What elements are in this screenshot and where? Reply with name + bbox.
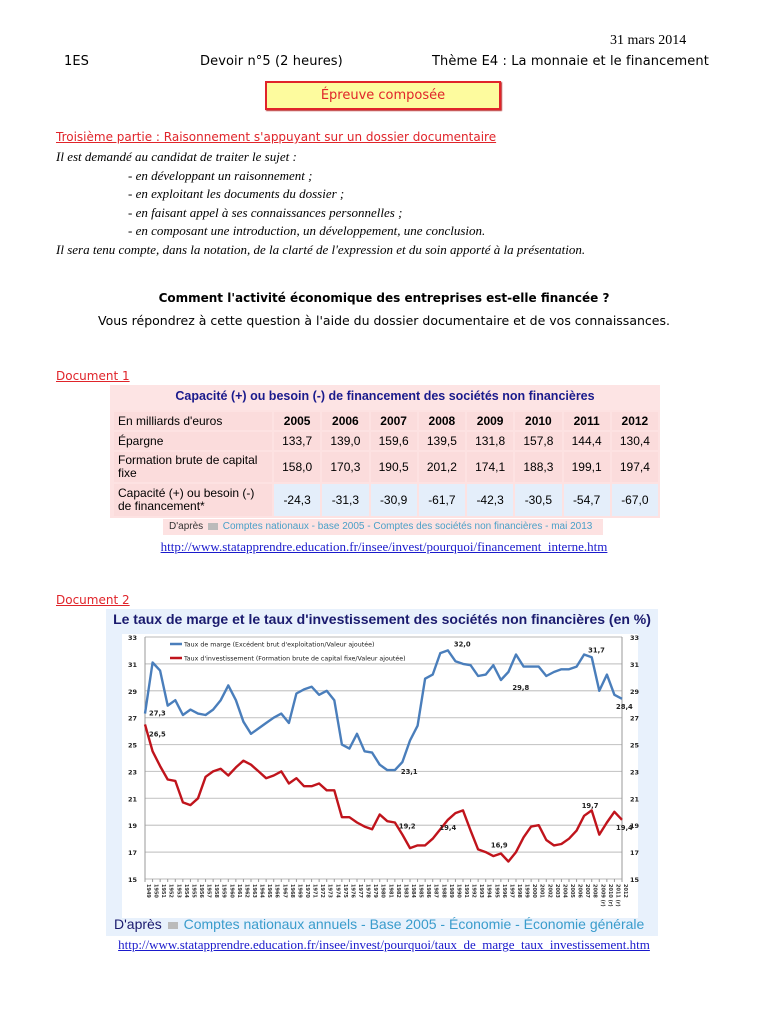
epreuve-box: Épreuve composée xyxy=(265,81,501,110)
table-cell: 201,2 xyxy=(419,452,465,482)
svg-text:19,4: 19,4 xyxy=(616,823,633,832)
svg-text:1989: 1989 xyxy=(447,884,454,898)
svg-text:27: 27 xyxy=(630,714,640,723)
svg-text:1976: 1976 xyxy=(349,884,356,898)
svg-text:32,0: 32,0 xyxy=(453,640,471,649)
svg-text:16,9: 16,9 xyxy=(490,841,508,850)
table-cell: 158,0 xyxy=(274,452,320,482)
instructions-block xyxy=(56,148,585,259)
instruction-item: - en faisant appel à ses connaissances personnelles ; xyxy=(128,204,403,220)
svg-text:29: 29 xyxy=(128,687,138,696)
table-cell: 139,5 xyxy=(419,432,465,450)
table-header-label: En milliards d'euros xyxy=(114,412,272,430)
instructions-intro: Il est demandé au candidat de traiter le sujet : xyxy=(56,149,297,164)
svg-text:1975: 1975 xyxy=(341,884,348,898)
svg-text:1994: 1994 xyxy=(485,884,492,898)
svg-text:2007: 2007 xyxy=(584,884,591,898)
svg-text:1978: 1978 xyxy=(364,884,371,898)
row-label: Capacité (+) ou besoin (-) de financement* xyxy=(114,484,272,516)
year-header: 2012 xyxy=(612,412,658,430)
svg-text:1992: 1992 xyxy=(470,884,477,898)
svg-text:1995: 1995 xyxy=(493,884,500,898)
svg-text:1955: 1955 xyxy=(190,884,197,898)
table-cell: -24,3 xyxy=(274,484,320,516)
svg-text:1961: 1961 xyxy=(235,884,242,898)
svg-text:2012: 2012 xyxy=(622,884,628,898)
class-label: 1ES xyxy=(64,54,90,69)
svg-text:1964: 1964 xyxy=(258,884,265,898)
svg-text:1988: 1988 xyxy=(440,884,447,898)
svg-text:1996: 1996 xyxy=(500,884,507,898)
svg-text:1974: 1974 xyxy=(334,884,341,898)
svg-text:1985: 1985 xyxy=(417,884,424,898)
svg-text:31: 31 xyxy=(630,660,640,669)
svg-text:Taux de marge (Excédent brut d: Taux de marge (Excédent brut d'exploitation/Valeur ajoutée) xyxy=(184,641,375,649)
table-cell: 190,5 xyxy=(371,452,417,482)
svg-text:2005: 2005 xyxy=(569,884,575,898)
svg-text:19: 19 xyxy=(630,822,640,831)
source-link[interactable]: Comptes nationaux annuels - Base 2005 - Économie - Économie générale xyxy=(183,916,645,932)
table-cell: 133,7 xyxy=(274,432,320,450)
table-cell: 188,3 xyxy=(515,452,561,482)
question-subtitle: Vous répondrez à cette question à l'aide du dossier documentaire et de vos connaissances. xyxy=(98,313,670,328)
svg-text:15: 15 xyxy=(630,876,640,884)
chart-legend xyxy=(170,641,406,663)
svg-text:1963: 1963 xyxy=(251,884,257,898)
year-header: 2009 xyxy=(467,412,513,430)
table-cell: 157,8 xyxy=(515,432,561,450)
svg-text:1971: 1971 xyxy=(311,884,318,898)
year-header: 2010 xyxy=(515,412,561,430)
row-label: Formation brute de capital fixe xyxy=(114,452,272,482)
svg-text:1977: 1977 xyxy=(357,884,363,898)
svg-text:1979: 1979 xyxy=(372,884,379,898)
svg-text:17: 17 xyxy=(630,849,640,858)
table-cell: -30,9 xyxy=(371,484,417,516)
svg-text:21: 21 xyxy=(630,795,640,804)
table-header-row xyxy=(114,412,658,430)
svg-text:2008: 2008 xyxy=(591,884,598,898)
table-cell: -30,5 xyxy=(515,484,561,516)
table-cell: 174,1 xyxy=(467,452,513,482)
svg-text:1966: 1966 xyxy=(273,884,280,898)
svg-text:17: 17 xyxy=(128,849,138,858)
table-row xyxy=(114,452,658,482)
svg-text:2011 (r): 2011 (r) xyxy=(614,884,621,907)
svg-text:19,2: 19,2 xyxy=(398,822,416,831)
svg-text:29: 29 xyxy=(630,687,640,696)
table-cell: 139,0 xyxy=(322,432,368,450)
svg-text:1981: 1981 xyxy=(387,884,394,898)
document2-chart-container xyxy=(106,609,658,936)
svg-text:31,7: 31,7 xyxy=(588,646,605,655)
chart-series xyxy=(145,650,622,861)
svg-text:23: 23 xyxy=(128,768,138,777)
year-header: 2005 xyxy=(274,412,320,430)
svg-text:15: 15 xyxy=(128,876,138,884)
document1-table xyxy=(112,410,660,518)
year-header: 2007 xyxy=(371,412,417,430)
chart-title: Le taux de marge et le taux d'investissement des sociétés non financières (en %) xyxy=(113,611,651,627)
svg-text:Taux d'investissement (Formati: Taux d'investissement (Formation brute de capital fixe/Valeur ajoutée) xyxy=(184,655,406,663)
svg-text:1983: 1983 xyxy=(402,884,409,898)
instructions-note: Il sera tenu compte, dans la notation, de la clarté de l'expression et du soin apporté à la présentation. xyxy=(56,241,586,257)
table-cell: 199,1 xyxy=(564,452,610,482)
svg-text:33: 33 xyxy=(630,634,640,642)
source-link[interactable]: Comptes nationaux - base 2005 - Comptes des sociétés non financières - mai 2013 xyxy=(222,521,593,532)
svg-text:1982: 1982 xyxy=(394,884,401,898)
row-label: Épargne xyxy=(114,432,272,450)
svg-text:23: 23 xyxy=(630,768,640,777)
document2-label: Document 2 xyxy=(56,593,130,607)
document1-table-container xyxy=(110,385,660,518)
table-cell: 131,8 xyxy=(467,432,513,450)
table-cell: 159,6 xyxy=(371,432,417,450)
svg-text:2009 (r): 2009 (r) xyxy=(599,884,606,907)
svg-text:1973: 1973 xyxy=(326,884,333,898)
document1-table-title: Capacité (+) ou besoin (-) de financement des sociétés non financières xyxy=(110,385,660,410)
svg-text:1958: 1958 xyxy=(213,884,220,898)
svg-text:1951: 1951 xyxy=(160,884,167,898)
svg-text:1968: 1968 xyxy=(288,884,295,898)
svg-text:2000: 2000 xyxy=(531,884,538,898)
question-title: Comment l'activité économique des entreprises est-elle financée ? xyxy=(158,291,610,305)
svg-text:1954: 1954 xyxy=(182,884,189,898)
svg-text:1998: 1998 xyxy=(516,884,522,898)
svg-text:1990: 1990 xyxy=(455,884,462,898)
svg-text:2002: 2002 xyxy=(546,884,553,898)
svg-text:1953: 1953 xyxy=(175,884,182,898)
source-prefix: D'après xyxy=(169,521,204,532)
svg-text:26,5: 26,5 xyxy=(149,730,166,739)
instruction-item: - en composant une introduction, un développement, une conclusion. xyxy=(128,223,486,238)
svg-text:1993: 1993 xyxy=(478,884,485,898)
line-chart xyxy=(106,609,658,919)
svg-text:19,7: 19,7 xyxy=(581,801,599,810)
svg-text:25: 25 xyxy=(128,741,138,750)
insee-logo-icon xyxy=(208,523,218,530)
svg-text:19,4: 19,4 xyxy=(439,823,457,832)
chart-axes xyxy=(128,634,640,907)
table-cell: 144,4 xyxy=(564,432,610,450)
svg-text:1957: 1957 xyxy=(205,884,212,898)
svg-text:23,1: 23,1 xyxy=(400,768,418,777)
instruction-item: - en exploitant les documents du dossier ; xyxy=(128,186,345,201)
source-prefix: D'après xyxy=(114,916,162,932)
instruction-item: - en développant un raisonnement ; xyxy=(128,167,313,183)
svg-text:31: 31 xyxy=(128,660,138,669)
svg-text:1969: 1969 xyxy=(296,884,303,898)
svg-text:1987: 1987 xyxy=(432,884,439,898)
svg-text:19: 19 xyxy=(128,822,138,831)
svg-text:27,3: 27,3 xyxy=(149,709,166,718)
svg-text:2003: 2003 xyxy=(553,884,560,898)
svg-text:1967: 1967 xyxy=(281,884,288,898)
svg-text:1980: 1980 xyxy=(379,884,386,898)
svg-text:28,4: 28,4 xyxy=(616,702,633,711)
table-cell: -31,3 xyxy=(322,484,368,516)
svg-text:25: 25 xyxy=(630,741,640,750)
svg-text:27: 27 xyxy=(128,714,138,723)
table-cell: 170,3 xyxy=(322,452,368,482)
svg-text:1959: 1959 xyxy=(220,884,227,898)
theme-label: Thème E4 : La monnaie et le financement xyxy=(432,54,709,69)
svg-text:2004: 2004 xyxy=(561,884,568,898)
svg-text:1999: 1999 xyxy=(523,884,530,898)
table-cell: 197,4 xyxy=(612,452,658,482)
document1-label: Document 1 xyxy=(56,369,130,383)
svg-text:2001: 2001 xyxy=(538,884,545,898)
document-date: 31 mars 2014 xyxy=(610,33,687,48)
document1-url-link[interactable]: http://www.statapprendre.education.fr/insee/invest/pourquoi/financement_interne.htm xyxy=(160,539,608,554)
document2-url-link[interactable]: http://www.statapprendre.education.fr/insee/invest/pourquoi/taux_de_marge_taux_investissement.htm xyxy=(118,937,650,952)
svg-text:1970: 1970 xyxy=(304,884,310,898)
table-cell: -61,7 xyxy=(419,484,465,516)
devoir-label: Devoir n°5 (2 heures) xyxy=(200,54,343,69)
svg-text:1962: 1962 xyxy=(243,884,250,898)
svg-text:33: 33 xyxy=(128,634,138,642)
svg-text:1965: 1965 xyxy=(266,884,273,898)
svg-text:29,8: 29,8 xyxy=(512,684,530,693)
part-title: Troisième partie : Raisonnement s'appuyant sur un dossier documentaire xyxy=(56,130,497,144)
year-header: 2011 xyxy=(564,412,610,430)
svg-text:1984: 1984 xyxy=(410,884,416,898)
svg-text:2006: 2006 xyxy=(576,884,583,898)
svg-text:1952: 1952 xyxy=(167,884,174,898)
svg-text:21: 21 xyxy=(128,795,138,804)
svg-text:1956: 1956 xyxy=(198,884,204,898)
svg-text:1960: 1960 xyxy=(228,884,235,898)
year-header: 2006 xyxy=(322,412,368,430)
svg-text:1950: 1950 xyxy=(152,884,159,898)
table-cell: -67,0 xyxy=(612,484,658,516)
table-row xyxy=(114,432,658,450)
year-header: 2008 xyxy=(419,412,465,430)
table-row xyxy=(114,484,658,516)
table-cell: 130,4 xyxy=(612,432,658,450)
svg-text:1972: 1972 xyxy=(319,884,326,898)
table-cell: -54,7 xyxy=(564,484,610,516)
svg-text:1991: 1991 xyxy=(463,884,469,898)
svg-text:1997: 1997 xyxy=(508,884,515,898)
table-cell: -42,3 xyxy=(467,484,513,516)
document1-source xyxy=(163,519,603,535)
svg-text:2010 (r): 2010 (r) xyxy=(606,884,613,907)
svg-text:1949: 1949 xyxy=(145,884,151,898)
svg-text:1986: 1986 xyxy=(425,884,432,898)
document2-source xyxy=(114,916,644,932)
insee-logo-icon xyxy=(168,922,178,929)
